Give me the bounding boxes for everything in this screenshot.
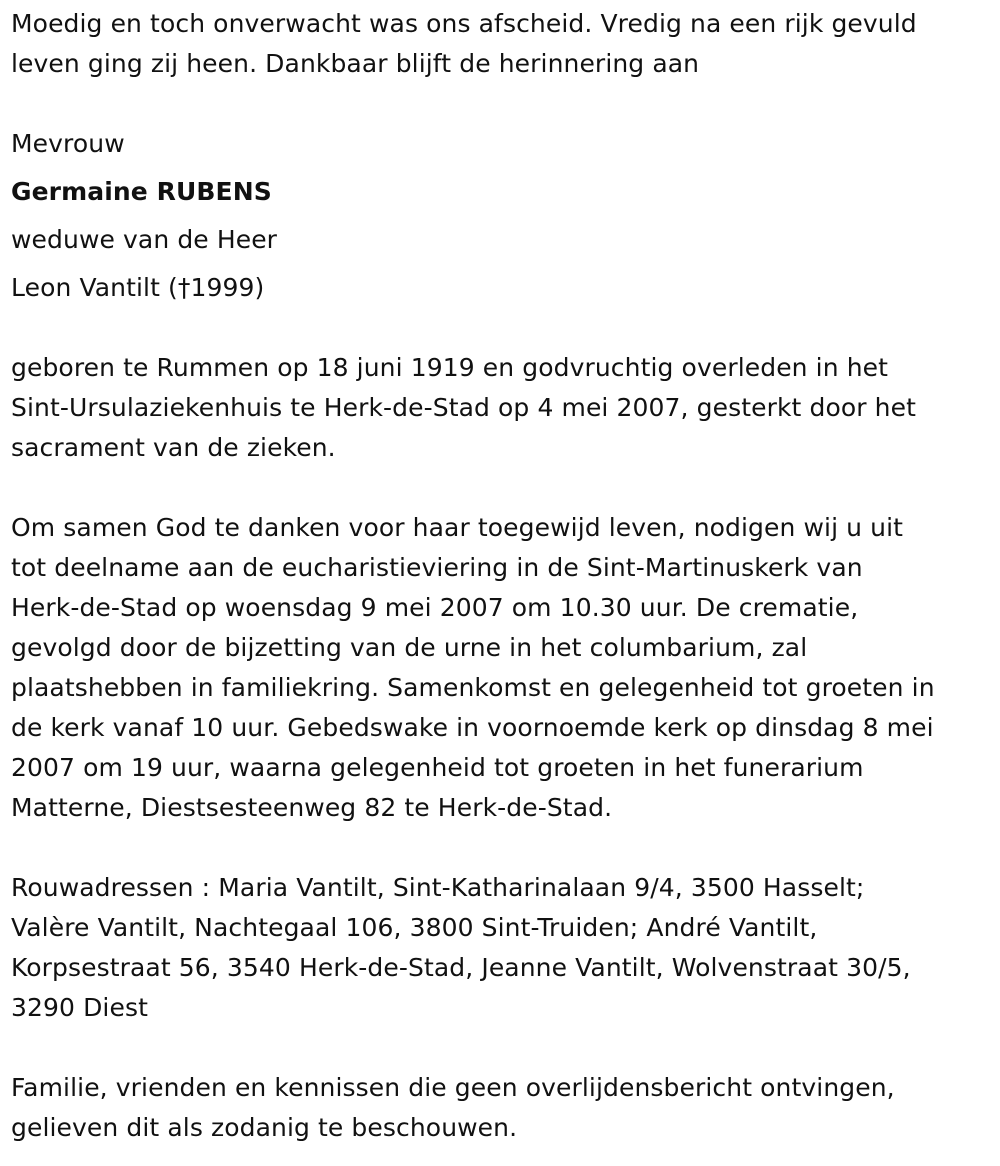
deceased-name: Germaine RUBENS (11, 177, 272, 206)
intro-line-1: Moedig en toch onverwacht was ons afscheid. Vredig na een rijk gevuld (11, 9, 917, 38)
addresses-line-4: 3290 Diest (11, 993, 148, 1022)
ceremony-line-4: gevolgd door de bijzetting van de urne in het columbarium, zal (11, 633, 808, 662)
intro-line-2: leven ging zij heen. Dankbaar blijft de herinnering aan (11, 49, 700, 78)
ceremony-line-7: 2007 om 19 uur, waarna gelegenheid tot groeten in het funerarium (11, 753, 864, 782)
intro-paragraph (11, 4, 996, 84)
addresses-line-2: Valère Vantilt, Nachtegaal 106, 3800 Sint-Truiden; André Vantilt, (11, 913, 818, 942)
ceremony-paragraph (11, 508, 996, 828)
ceremony-line-3: Herk-de-Stad op woensdag 9 mei 2007 om 10.30 uur. De crematie, (11, 593, 859, 622)
salutation: Mevrouw (11, 129, 125, 158)
birth-death-paragraph (11, 348, 996, 468)
obituary-document (11, 4, 996, 1148)
closing-line-2: gelieven dit als zodanig te beschouwen. (11, 1113, 518, 1142)
ceremony-line-2: tot deelname aan de eucharistieviering in de Sint-Martinuskerk van (11, 553, 863, 582)
addresses-line-1: Rouwadressen : Maria Vantilt, Sint-Katharinalaan 9/4, 3500 Hasselt; (11, 873, 865, 902)
ceremony-line-1: Om samen God te danken voor haar toegewijd leven, nodigen wij u uit (11, 513, 904, 542)
closing-line-1: Familie, vrienden en kennissen die geen overlijdensbericht ontvingen, (11, 1073, 895, 1102)
closing-paragraph (11, 1068, 996, 1148)
deceased-block (11, 124, 996, 308)
birth-death-line-3: sacrament van de zieken. (11, 433, 336, 462)
addresses-line-3: Korpsestraat 56, 3540 Herk-de-Stad, Jeanne Vantilt, Wolvenstraat 30/5, (11, 953, 911, 982)
birth-death-line-1: geboren te Rummen op 18 juni 1919 en godvruchtig overleden in het (11, 353, 889, 382)
ceremony-line-6: de kerk vanaf 10 uur. Gebedswake in voornoemde kerk op dinsdag 8 mei (11, 713, 934, 742)
ceremony-line-8: Matterne, Diestsesteenweg 82 te Herk-de-Stad. (11, 793, 613, 822)
relation-text: weduwe van de Heer (11, 225, 278, 254)
addresses-paragraph (11, 868, 996, 1028)
spouse-name: Leon Vantilt (†1999) (11, 273, 265, 302)
birth-death-line-2: Sint-Ursulaziekenhuis te Herk-de-Stad op 4 mei 2007, gesterkt door het (11, 393, 917, 422)
ceremony-line-5: plaatshebben in familiekring. Samenkomst en gelegenheid tot groeten in (11, 673, 935, 702)
